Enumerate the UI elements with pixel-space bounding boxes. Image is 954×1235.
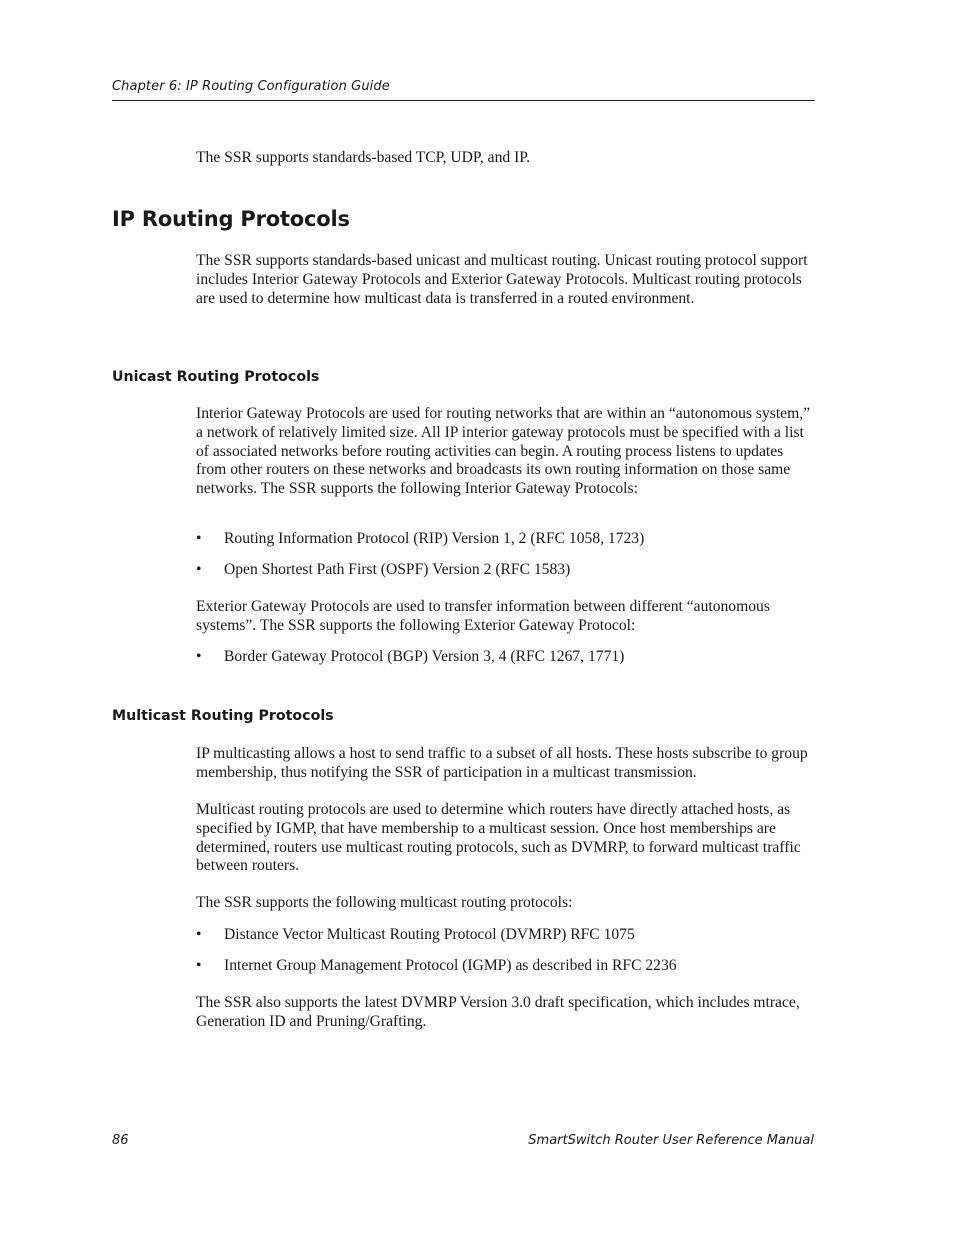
bullet-icon: • <box>196 648 202 665</box>
page-number: 86 <box>112 1133 129 1148</box>
intro-paragraph: The SSR supports standards-based TCP, UDP, and IP. <box>196 149 531 166</box>
footer-manual-title: SmartSwitch Router User Reference Manual <box>528 1133 814 1148</box>
multicast-paragraph-1: IP multicasting allows a host to send traffic to a subset of all hosts. These hosts subscribe to group membership, thus notifying the SSR of participation in a multicast transmission. <box>196 745 808 781</box>
bullet-icon: • <box>196 926 202 943</box>
list-item-text: Distance Vector Multicast Routing Protocol (DVMRP) RFC 1075 <box>224 926 635 943</box>
running-header: Chapter 6: IP Routing Configuration Guide <box>112 79 390 94</box>
multicast-paragraph-2: Multicast routing protocols are used to determine which routers have directly attached hosts, as specified by IGMP, that have membership to a multicast session. Once host memberships are determined, routers use multicast routing protocols, such as DVMRP, to forward multicast traffic between routers. <box>196 801 801 875</box>
ip-routing-paragraph: The SSR supports standards-based unicast and multicast routing. Unicast routing protocol support includes Interior Gateway Protocols and Exterior Gateway Protocols. Multicast routing protocols are used to determine how multicast data is transferred in a routed environment. <box>196 252 808 307</box>
bullet-icon: • <box>196 530 202 547</box>
list-item-text: Internet Group Management Protocol (IGMP) as described in RFC 2236 <box>224 957 677 974</box>
subsection-heading-multicast: Multicast Routing Protocols <box>112 708 334 724</box>
list-item-text: Routing Information Protocol (RIP) Version 1, 2 (RFC 1058, 1723) <box>224 530 645 547</box>
unicast-paragraph-1: Interior Gateway Protocols are used for routing networks that are within an “autonomous system,” a network of relatively limited size. All IP interior gateway protocols must be specified with a list of associated networks before routing activities can begin. A routing process listens to updates from other routers on these networks and broadcasts its own routing information on those same networks. The SSR supports the following Interior Gateway Protocols: <box>196 405 811 498</box>
bullet-icon: • <box>196 957 202 974</box>
header-rule <box>112 100 815 101</box>
list-item-text: Border Gateway Protocol (BGP) Version 3, 4 (RFC 1267, 1771) <box>224 648 625 665</box>
multicast-paragraph-3: The SSR supports the following multicast routing protocols: <box>196 894 573 911</box>
multicast-paragraph-4: The SSR also supports the latest DVMRP Version 3.0 draft specification, which includes mtrace, Generation ID and Pruning/Grafting. <box>196 994 800 1030</box>
unicast-paragraph-2: Exterior Gateway Protocols are used to transfer information between different “autonomous systems”. The SSR supports the following Exterior Gateway Protocol: <box>196 598 770 634</box>
bullet-icon: • <box>196 561 202 578</box>
list-item-text: Open Shortest Path First (OSPF) Version 2 (RFC 1583) <box>224 561 571 578</box>
section-heading-ip-routing: IP Routing Protocols <box>112 207 350 231</box>
subsection-heading-unicast: Unicast Routing Protocols <box>112 369 320 385</box>
